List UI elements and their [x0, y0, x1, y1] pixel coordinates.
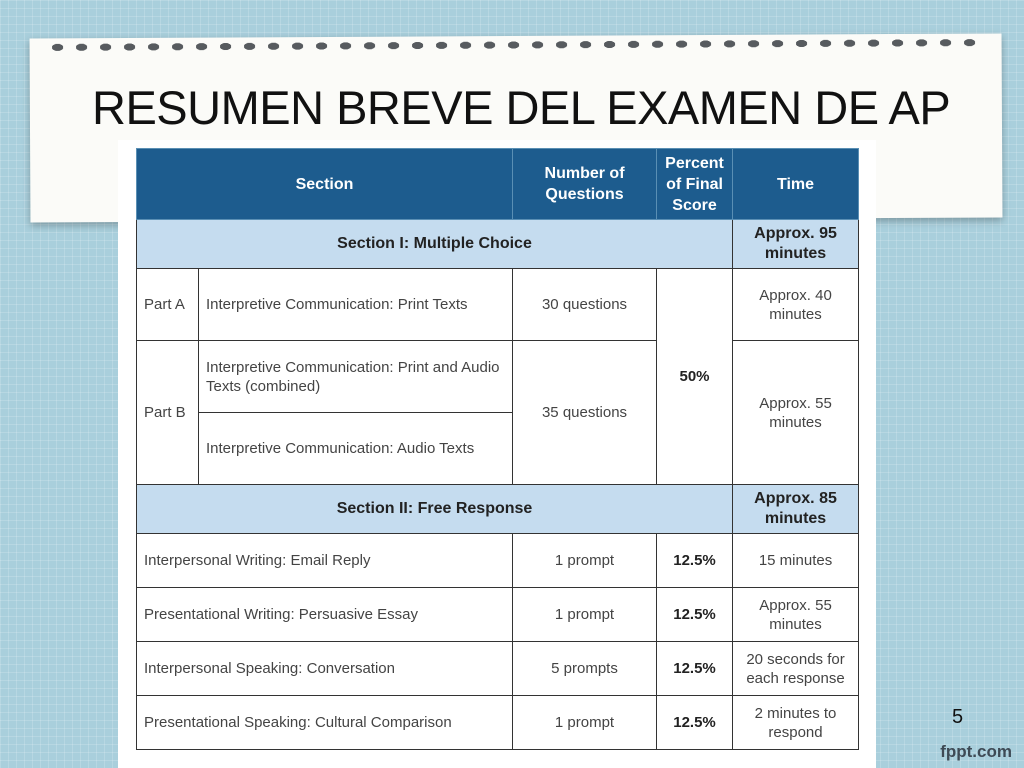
section1-row [137, 220, 859, 269]
free-response-time: 15 minutes [733, 534, 859, 588]
free-response-time: 2 minutes to respond [733, 696, 859, 750]
footer-brand: fppt.com [940, 742, 1012, 761]
section2-time: Approx. 85 minutes [733, 485, 859, 534]
section1-percent: 50% [657, 269, 733, 485]
header-time: Time [733, 149, 859, 220]
free-response-task: Presentational Speaking: Cultural Comparison [137, 696, 513, 750]
table-row [137, 534, 859, 588]
table-row [137, 642, 859, 696]
part-a-task: Interpretive Communication: Print Texts [199, 269, 513, 341]
section2-title: Section II: Free Response [137, 485, 733, 534]
free-response-questions: 1 prompt [513, 588, 657, 642]
table-row [137, 588, 859, 642]
page-number: 5 [952, 706, 964, 728]
free-response-percent: 12.5% [657, 588, 733, 642]
free-response-questions: 5 prompts [513, 642, 657, 696]
table-row [137, 696, 859, 750]
section2-row [137, 485, 859, 534]
slide-title: RESUMEN BREVE DEL EXAMEN DE AP [92, 81, 951, 134]
notepad-binding-holes [46, 34, 986, 57]
part-b-label: Part B [137, 341, 199, 485]
header-percent: Percent of Final Score [657, 149, 733, 220]
part-a-questions: 30 questions [513, 269, 657, 341]
table-row [137, 341, 859, 413]
free-response-percent: 12.5% [657, 534, 733, 588]
part-b-task-2: Interpretive Communication: Audio Texts [199, 413, 513, 485]
part-b-task-1: Interpretive Communication: Print and Audio Texts (combined) [199, 341, 513, 413]
free-response-task: Interpersonal Writing: Email Reply [137, 534, 513, 588]
free-response-time: 20 seconds for each response [733, 642, 859, 696]
free-response-percent: 12.5% [657, 696, 733, 750]
part-a-time: Approx. 40 minutes [733, 269, 859, 341]
free-response-time: Approx. 55 minutes [733, 588, 859, 642]
free-response-questions: 1 prompt [513, 534, 657, 588]
part-b-time: Approx. 55 minutes [733, 341, 859, 485]
exam-summary-table [136, 148, 859, 750]
free-response-percent: 12.5% [657, 642, 733, 696]
exam-summary-panel [118, 140, 876, 768]
table-header-row [137, 149, 859, 220]
free-response-task: Interpersonal Speaking: Conversation [137, 642, 513, 696]
header-section: Section [137, 149, 513, 220]
section1-title: Section I: Multiple Choice [137, 220, 733, 269]
free-response-task: Presentational Writing: Persuasive Essay [137, 588, 513, 642]
part-a-label: Part A [137, 269, 199, 341]
part-b-questions: 35 questions [513, 341, 657, 485]
table-row [137, 269, 859, 341]
section1-time: Approx. 95 minutes [733, 220, 859, 269]
free-response-questions: 1 prompt [513, 696, 657, 750]
header-number-of-questions: Number of Questions [513, 149, 657, 220]
